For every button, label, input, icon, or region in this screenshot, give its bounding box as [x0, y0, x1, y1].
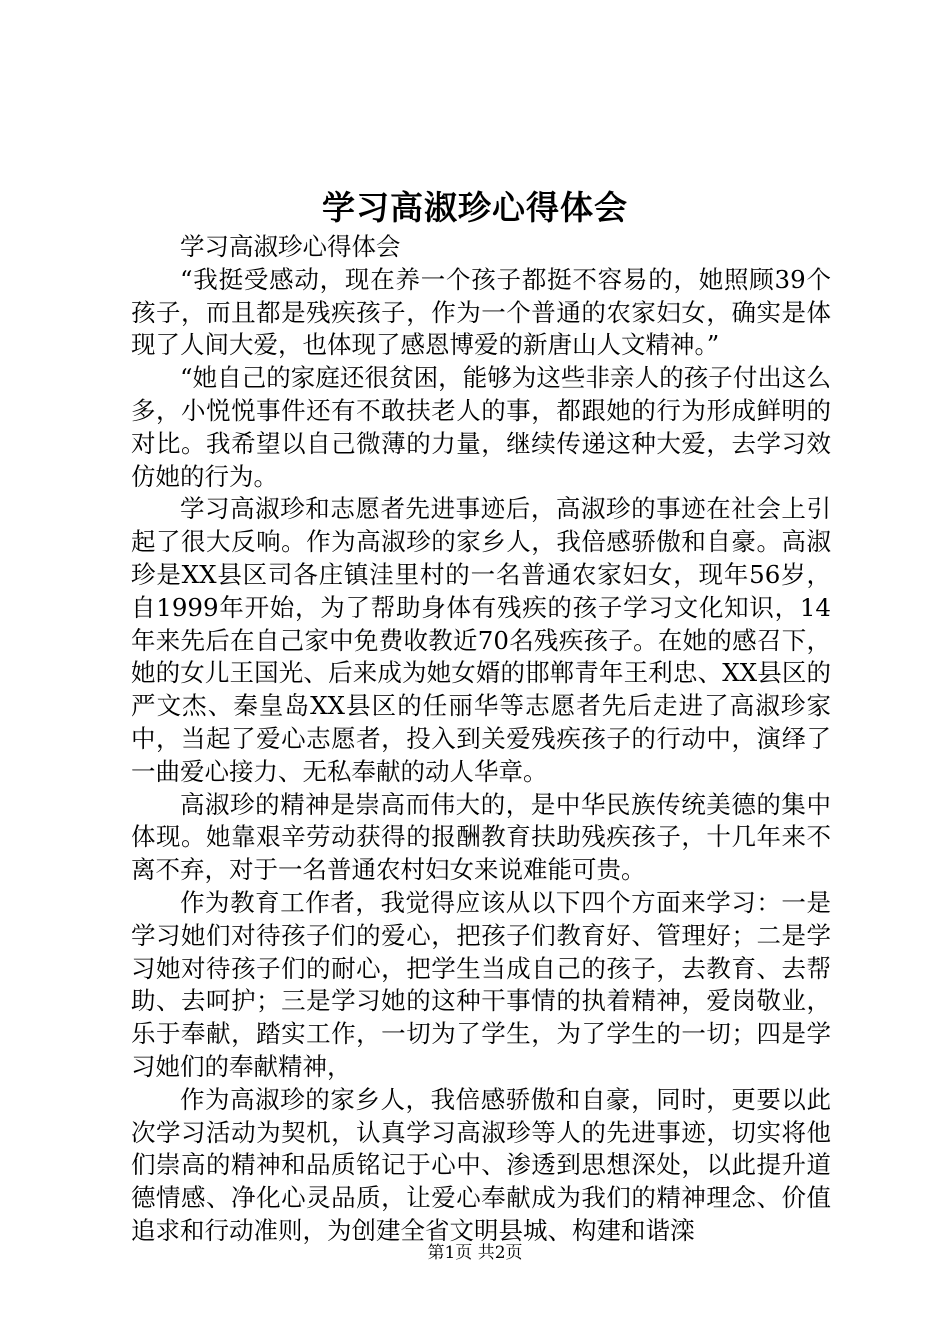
page-number-footer: 第1页 共2页 [427, 1243, 523, 1263]
paragraph-quote-2: “她自己的家庭还很贫困，能够为这些非亲人的孩子付出这么多，小悦悦事件还有不敢扶老人的事，都跟她的行为形成鲜明的对比。我希望以自己微薄的力量，继续传递这种大爱，去学习效仿她的行为。 [131, 363, 831, 491]
paragraph-quote-1: “我挺受感动，现在养一个孩子都挺不容易的，她照顾39个孩子，而且都是残疾孩子，作为一个普通的农家妇女，确实是体现了人间大爱，也体现了感恩博爱的新唐山人文精神。” [131, 264, 831, 360]
document-body [131, 231, 831, 1245]
paragraph-deeds: 学习高淑珍和志愿者先进事迹后，高淑珍的事迹在社会上引起了很大反响。作为高淑珍的家乡人，我倍感骄傲和自豪。高淑珍是XX县区司各庄镇洼里村的一名普通农家妇女，现年56岁，自1999年开始，为了帮助身体有残疾的孩子学习文化知识，14年来先后在自己家中免费收教近70名残疾孩子。在她的感召下，她的女儿王国光、后来成为她女婿的邯郸青年王利忠、XX县区的严文杰、秦皇岛XX县区的任丽华等志愿者先后走进了高淑珍家中，当起了爱心志愿者，投入到关爱残疾孩子的行动中，演绎了一曲爱心接力、无私奉献的动人华章。 [131, 494, 831, 786]
paragraph-spirit: 高淑珍的精神是崇高而伟大的，是中华民族传统美德的集中体现。她靠艰辛劳动获得的报酬教育扶助残疾孩子，十几年来不离不弃，对于一名普通农村妇女来说难能可贵。 [131, 789, 831, 885]
paragraph-learning-aspects: 作为教育工作者，我觉得应该从以下四个方面来学习：一是学习她们对待孩子们的爱心，把孩子们教育好、管理好；二是学习她对待孩子们的耐心，把学生当成自己的孩子，去教育、去帮助、去呵护；三是学习她的这种干事情的执着精神，爱岗敬业，乐于奉献，踏实工作，一切为了学生，为了学生的一切；四是学习她们的奉献精神， [131, 887, 831, 1081]
paragraph-conclusion: 作为高淑珍的家乡人，我倍感骄傲和自豪，同时，更要以此次学习活动为契机，认真学习高淑珍等人的先进事迹，切实将他们崇高的精神和品质铭记于心中、渗透到思想深处，以此提升道德情感、净化心灵品质，让爱心奉献成为我们的精神理念、价值追求和行动准则，为创建全省文明县城、构建和谐滦 [131, 1084, 831, 1245]
paragraph-subtitle: 学习高淑珍心得体会 [180, 232, 401, 261]
document-title: 学习高淑珍心得体会 [322, 188, 628, 227]
